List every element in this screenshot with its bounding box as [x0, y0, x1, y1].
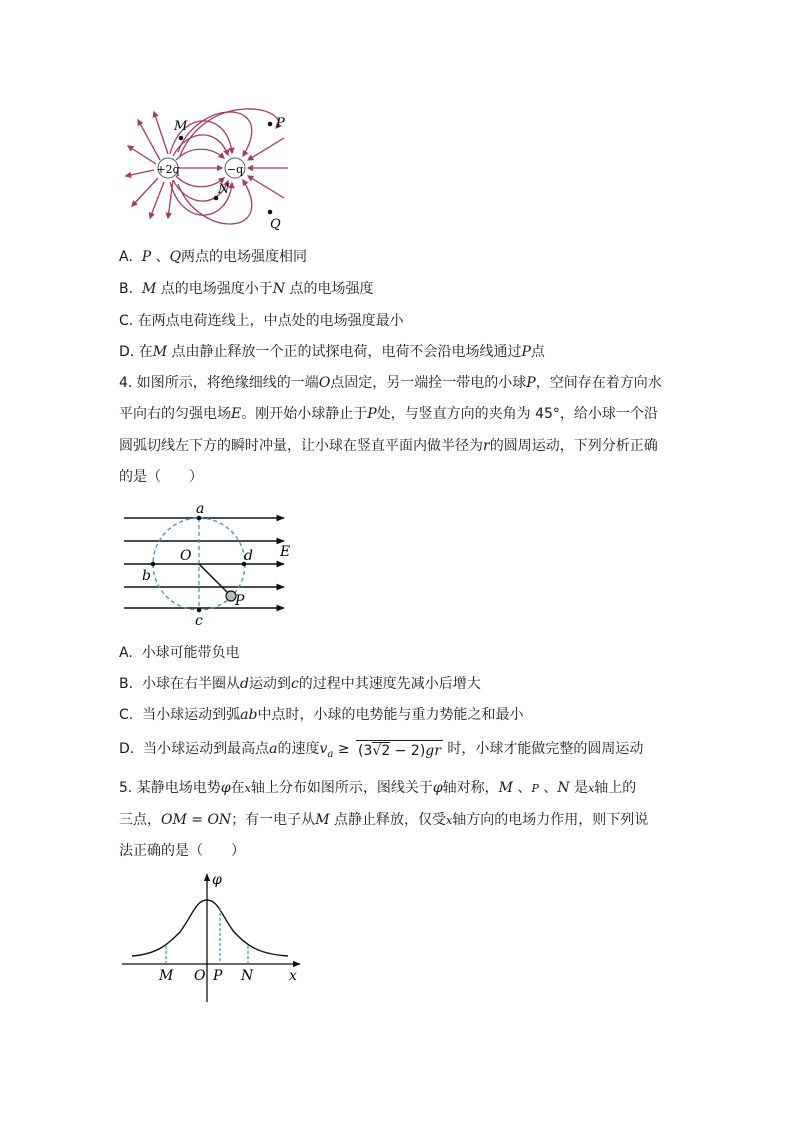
point-a-label: a: [196, 501, 205, 517]
ball-p-label: P: [235, 593, 245, 609]
q3-option-c: C. 在两点电荷连线上，中点处的电场强度最小: [119, 313, 404, 329]
circular-motion-figure: [118, 498, 298, 626]
point-m-label: M: [174, 119, 188, 134]
q4-option-c: C. 当小球运动到弧ab中点时，小球的电势能与重力势能之和最小: [119, 707, 524, 723]
potential-curve-figure: [118, 868, 308, 1008]
q4-stem-line-4: 的是（ ）: [119, 469, 203, 485]
q4-option-b: B. 小球在右半圈从d运动到c的过程中其速度先减小后增大: [119, 676, 481, 692]
q3-option-a: A. P 、Q两点的电场强度相同: [119, 249, 308, 265]
q4-stem-line-3: 圆弧切线左下方的瞬时冲量，让小球在竖直平面内做半径为r的圆周运动，下列分析正确: [119, 438, 658, 454]
phi-axis-label: φ: [212, 872, 222, 888]
point-n-label: N: [218, 182, 230, 197]
point-n-label: N: [241, 968, 254, 984]
point-o-label: O: [180, 548, 192, 564]
q5-stem-line-3: 法正确的是（ ）: [119, 843, 245, 859]
origin-o-label: O: [194, 968, 206, 984]
point-c-label: c: [195, 613, 203, 626]
q3-option-b: B. M 点的电场强度小于N 点的电场强度: [119, 281, 374, 297]
q4-stem-line-2: 平向右的匀强电场E。刚开始小球静止于P处，与竖直方向的夹角为 45°，给小球一个沿: [119, 406, 658, 422]
q5-stem-line-2: 三点，OM = ON；有一电子从M 点静止释放，仅受x轴方向的电场力作用，则下列说: [119, 812, 649, 828]
point-d-label: d: [244, 548, 253, 564]
field-e-label: E: [280, 544, 291, 560]
point-m-label: M: [159, 968, 174, 984]
point-q-label: Q: [270, 217, 281, 232]
point-p-label: P: [276, 116, 285, 131]
q3-option-d: D. 在M 点由静止释放一个正的试探电荷，电荷不会沿电场线通过P点: [119, 344, 545, 360]
negative-charge-label: −q: [226, 163, 244, 176]
field-line-figure: [118, 98, 298, 233]
q4-option-a: A. 小球可能带负电: [119, 645, 240, 661]
point-b-label: b: [142, 568, 151, 584]
positive-charge-label: +2q: [156, 163, 180, 176]
x-axis-label: x: [289, 968, 297, 984]
q5-stem-line-1: 5. 某静电场电势φ在x轴上分布如图所示，图线关于φ轴对称，M 、P 、N 是x轴上的: [119, 780, 637, 796]
point-p-label: P: [213, 968, 223, 984]
q4-option-d: D. 当小球运动到最高点a的速度$v_a \ge (3√2 - 2)gr$ 时，小球才能做完整的圆周运动: [119, 741, 644, 760]
q4-stem-line-1: 4. 如图所示，将绝缘细线的一端O点固定，另一端拴一带电的小球P，空间存在着方向水: [119, 375, 662, 391]
